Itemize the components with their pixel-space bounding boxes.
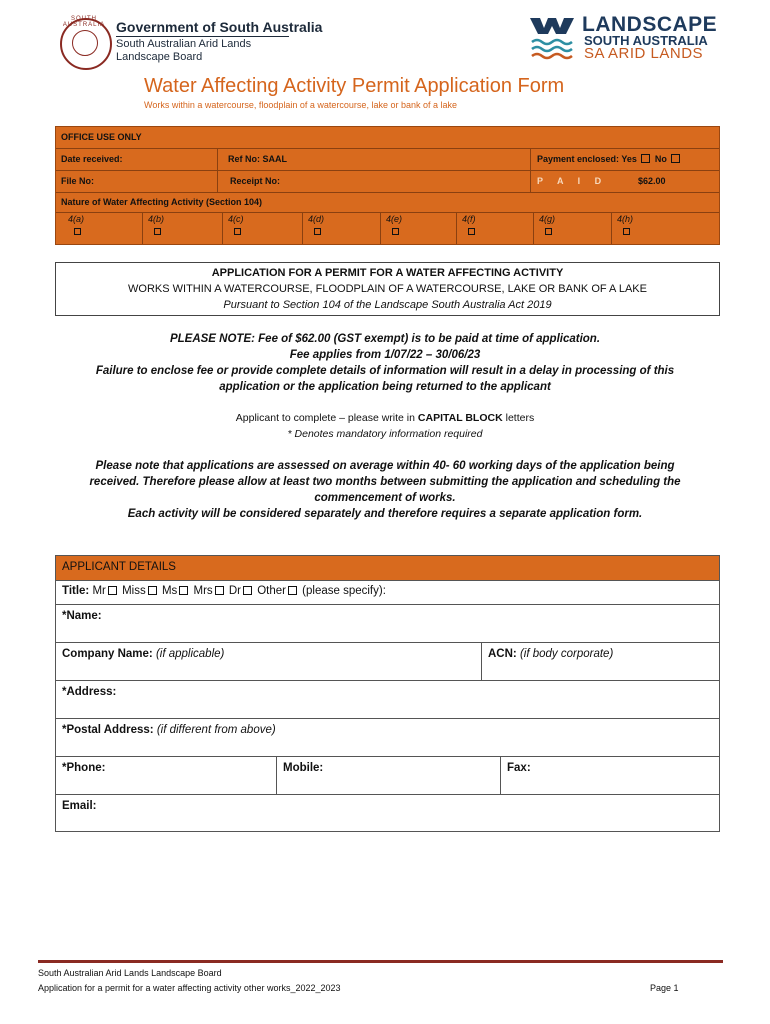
instructions-pre: Applicant to complete – please write in: [235, 412, 418, 424]
section-label: 4(h): [617, 214, 634, 224]
board-name: [116, 38, 251, 64]
fee-note-line2: Fee applies from 1/07/22 – 30/06/23: [289, 349, 481, 361]
section-checkbox[interactable]: [545, 228, 552, 235]
postal-label: *Postal Address:: [62, 724, 154, 736]
company-field[interactable]: [62, 648, 224, 660]
section-label: 4(d): [308, 214, 325, 224]
form-subtitle: Works within a watercourse, floodplain of a watercourse, lake or bank of a lake: [144, 100, 457, 110]
phone-label[interactable]: *Phone:: [62, 762, 106, 774]
company-row: [56, 642, 719, 681]
phone-row: [56, 756, 719, 795]
paid-stamp: P A I D: [537, 176, 608, 186]
assess-note-line4: Each activity will be considered separately and therefore requires a separate application form.: [127, 508, 643, 520]
title-other-checkbox[interactable]: [288, 586, 297, 595]
fee-amount: $62.00: [638, 176, 666, 186]
payment-no-label: No: [654, 154, 667, 164]
section-divider: [380, 212, 381, 244]
receipt-no-label: Receipt No:: [230, 176, 281, 186]
address-label: *Address:: [62, 686, 117, 698]
section-checkbox[interactable]: [74, 228, 81, 235]
section-label: 4(e): [386, 214, 403, 224]
acn-label: ACN:: [488, 648, 517, 660]
row-divider: [481, 642, 482, 680]
government-title: Government of South Australia: [116, 19, 323, 35]
section-divider: [302, 212, 303, 244]
mobile-label[interactable]: Mobile:: [283, 762, 324, 774]
application-heading: APPLICATION FOR A PERMIT FOR A WATER AFFECTING ACTIVITY: [211, 267, 564, 279]
section-checkbox-row: [56, 212, 719, 244]
title-miss-checkbox[interactable]: [148, 586, 157, 595]
fee-note-line1: PLEASE NOTE: Fee of $62.00 (GST exempt) is to be paid at time of application.: [169, 333, 601, 345]
form-title: Water Affecting Activity Permit Application Form: [144, 75, 565, 97]
company-hint: (if applicable): [155, 648, 225, 660]
instructions-post: letters: [502, 412, 535, 424]
section-label: 4(g): [539, 214, 556, 224]
office-row-file: [56, 170, 719, 193]
applicant-heading-bar: [56, 556, 719, 581]
seal-inner-ring: [72, 30, 98, 56]
title-mrs-checkbox[interactable]: [215, 586, 224, 595]
section-divider: [142, 212, 143, 244]
payment-yes-label: Payment enclosed: Yes: [537, 154, 637, 164]
instructions-line: [0, 412, 770, 424]
office-divider: [217, 170, 218, 192]
government-rule: [116, 36, 289, 37]
section-checkbox[interactable]: [468, 228, 475, 235]
title-specify: (please specify):: [302, 585, 386, 597]
office-row-date: [56, 148, 719, 171]
office-heading: OFFICE USE ONLY: [61, 132, 142, 142]
section-divider: [456, 212, 457, 244]
payment-enclosed: [537, 154, 682, 164]
applicant-details-table: [55, 555, 720, 832]
board-name-line1: South Australian Arid Lands: [116, 38, 252, 50]
footer-page: Page 1: [650, 983, 679, 993]
title-label: Title:: [62, 585, 90, 597]
nature-label: Nature of Water Affecting Activity (Section 104): [61, 197, 263, 207]
title-dr-checkbox[interactable]: [243, 586, 252, 595]
seal-text: SOUTH AUSTRALIA: [62, 16, 106, 28]
fee-note-line3: Failure to enclose fee or provide complete details of information will result in a delay in processing of this: [95, 365, 675, 377]
assess-note-line3: commencement of works.: [314, 492, 456, 504]
footer-rule: [38, 960, 723, 963]
payment-no-checkbox[interactable]: [671, 154, 680, 163]
section-checkbox[interactable]: [234, 228, 241, 235]
office-divider: [217, 148, 218, 170]
section-checkbox[interactable]: [314, 228, 321, 235]
title-mrs: Mrs: [193, 585, 213, 597]
section-divider: [611, 212, 612, 244]
instructions-caps: CAPITAL BLOCK: [417, 412, 503, 424]
postal-field: [62, 724, 276, 736]
date-received-label: Date received:: [61, 154, 123, 164]
acn-hint: (if body corporate): [519, 648, 614, 660]
landscape-region: SA ARID LANDS: [584, 45, 704, 62]
email-row[interactable]: [56, 794, 719, 831]
assess-note-line2: received. Therefore please allow at least two months between submitting the application and scheduling the: [89, 476, 681, 488]
landscape-wave-logo-icon: [530, 18, 580, 62]
mandatory-note: * Denotes mandatory information required: [287, 428, 483, 440]
title-ms-checkbox[interactable]: [179, 586, 188, 595]
footer-doc: Application for a permit for a water affecting activity other works_2022_2023: [38, 983, 341, 993]
section-label: 4(f): [462, 214, 476, 224]
office-use-table: [55, 126, 720, 245]
section-label: 4(b): [148, 214, 165, 224]
section-divider: [533, 212, 534, 244]
title-row: [56, 580, 719, 605]
postal-hint: (if different from above): [156, 724, 276, 736]
name-label: *Name:: [62, 610, 102, 622]
company-label: Company Name:: [62, 648, 153, 660]
file-no-label: File No:: [61, 176, 94, 186]
office-row-nature: [56, 192, 719, 213]
footer-org: South Australian Arid Lands Landscape Board: [38, 968, 222, 978]
acn-field[interactable]: [488, 648, 613, 660]
payment-yes-checkbox[interactable]: [641, 154, 650, 163]
address-row[interactable]: [56, 680, 719, 719]
office-row-heading: [56, 127, 719, 149]
row-divider: [500, 756, 501, 794]
fax-label[interactable]: Fax:: [507, 762, 531, 774]
application-act: Pursuant to Section 104 of the Landscape South Australia Act 2019: [223, 299, 552, 311]
title-miss: Miss: [122, 585, 146, 597]
applicant-heading: APPLICANT DETAILS: [62, 561, 176, 573]
title-other: Other: [257, 585, 286, 597]
postal-row[interactable]: [56, 718, 719, 757]
section-label: 4(c): [228, 214, 244, 224]
email-label: Email:: [62, 800, 97, 812]
application-scope: WORKS WITHIN A WATERCOURSE, FLOODPLAIN OF A WATERCOURSE, LAKE OR BANK OF A LAKE: [128, 283, 647, 295]
section-checkbox[interactable]: [623, 228, 630, 235]
title-dr: Dr: [228, 585, 241, 597]
section-label: 4(a): [68, 214, 85, 224]
title-mr: Mr: [92, 585, 106, 597]
landscape-subtitle: SOUTH AUSTRALIA: [584, 33, 708, 48]
title-mr-checkbox[interactable]: [108, 586, 117, 595]
landscape-title: LANDSCAPE: [582, 13, 718, 36]
fee-note-line4: application or the application being returned to the applicant: [219, 381, 551, 393]
section-divider: [222, 212, 223, 244]
title-ms: Ms: [161, 585, 178, 597]
assess-note-line1: Please note that applications are assessed on average within 40- 60 working days of the application being: [95, 460, 675, 472]
title-options: [62, 585, 386, 597]
section-checkbox[interactable]: [154, 228, 161, 235]
section-checkbox[interactable]: [392, 228, 399, 235]
name-row[interactable]: [56, 604, 719, 643]
board-name-line2: Landscape Board: [116, 51, 203, 63]
ref-no-label: Ref No: SAAL: [228, 154, 287, 164]
row-divider: [276, 756, 277, 794]
